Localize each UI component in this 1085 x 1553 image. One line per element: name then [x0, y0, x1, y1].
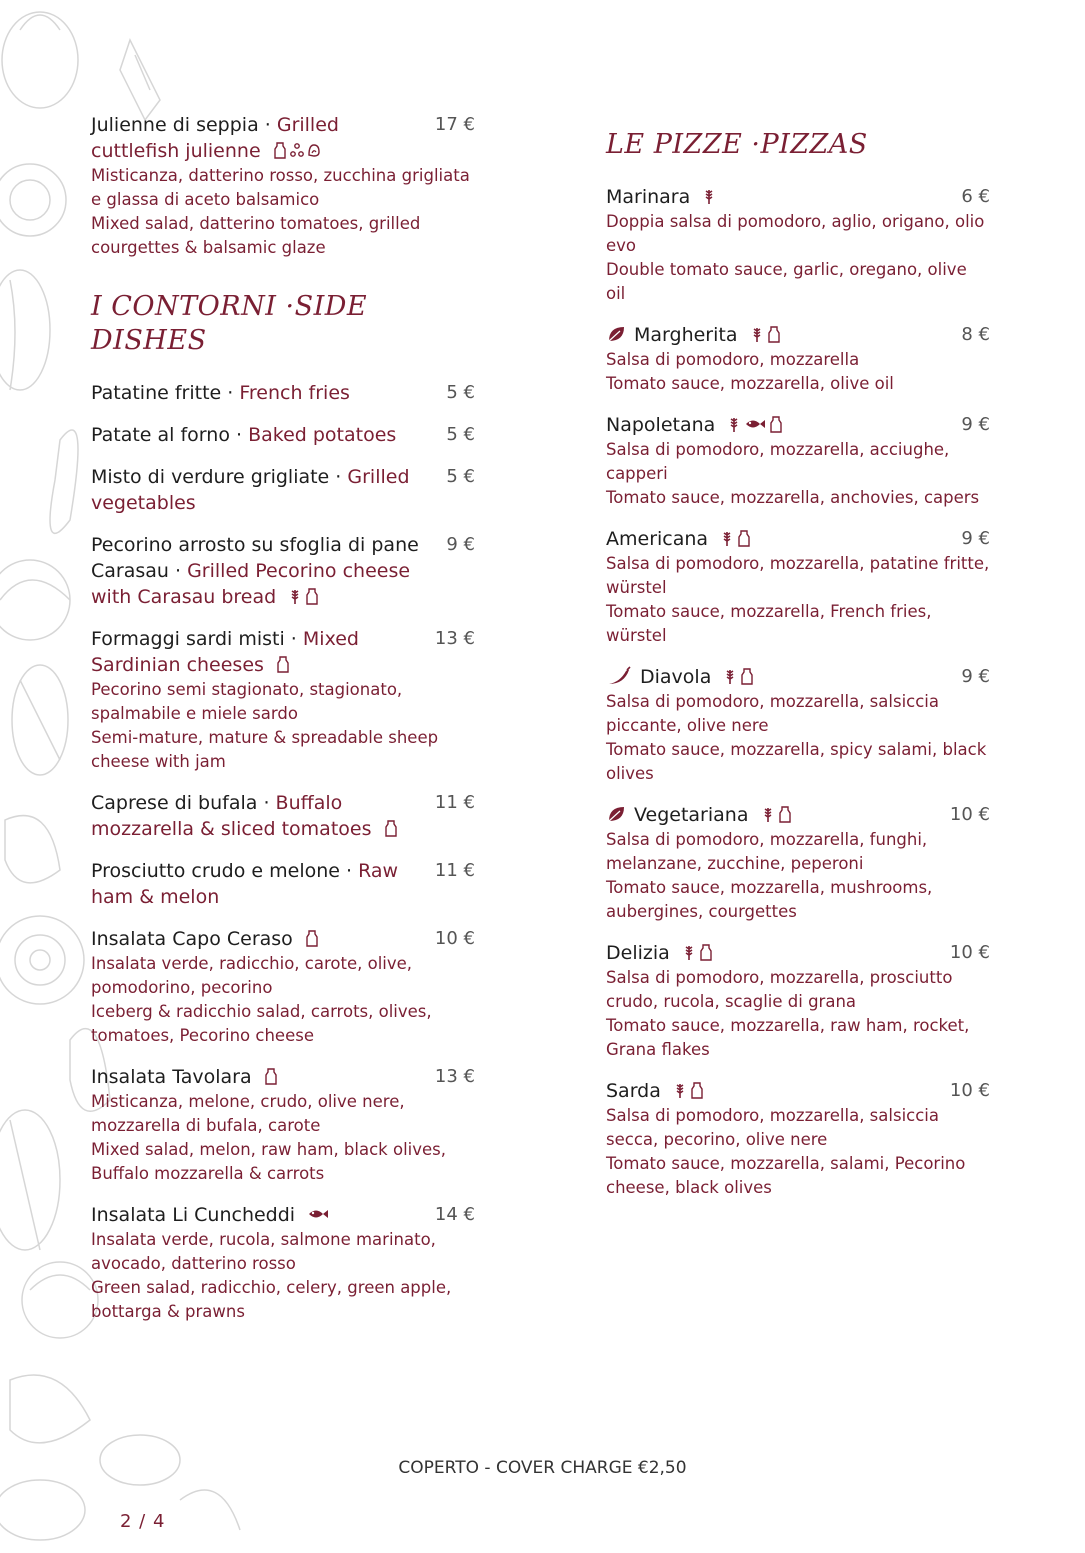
item-name-it: Patate al forno — [91, 424, 230, 446]
item-price: 11 € — [434, 860, 475, 881]
item-price: 5 € — [446, 466, 475, 487]
allergen-icons — [273, 141, 321, 159]
item-name-it: Caprese di bufala — [91, 792, 258, 814]
item-description-it: Doppia salsa di pomodoro, aglio, origano, olio evo — [606, 212, 985, 255]
menu-item — [91, 858, 475, 910]
spicy-chili-icon — [606, 666, 632, 686]
item-name-it: Patatine fritte — [91, 382, 222, 404]
separator: · — [168, 560, 188, 582]
item-description-it: Misticanza, datterino rosso, zucchina grigliata e glassa di aceto balsamico — [91, 166, 470, 209]
gluten-icon — [702, 187, 716, 205]
item-name-en: Raw ham & melon — [91, 860, 399, 908]
item-name-en: Grilled Pecorino cheese with Carasau bread — [91, 560, 411, 608]
pizza-name: Americana — [606, 528, 709, 550]
item-price: 9 € — [446, 534, 475, 555]
item-price: 10 € — [949, 804, 990, 825]
separator: · — [257, 792, 276, 814]
item-price: 5 € — [446, 424, 475, 445]
item-name-en: Baked potatoes — [248, 424, 397, 446]
menu-item — [91, 626, 475, 774]
item-description-en: Tomato sauce, mozzarella, salami, Pecorino cheese, black olives — [606, 1154, 966, 1197]
shellfish-icon — [290, 141, 304, 159]
pizza-item — [606, 940, 990, 1062]
menu-item — [91, 532, 475, 610]
item-price: 17 € — [434, 114, 475, 135]
item-description-en: Green salad, radicchio, celery, green apple, bottarga & prawns — [91, 1278, 452, 1321]
item-description-it: Insalata verde, rucola, salmone marinato, avocado, datterino rosso — [91, 1230, 436, 1273]
allergen-icons — [723, 667, 754, 685]
item-price: 14 € — [434, 1204, 475, 1225]
item-description-it: Salsa di pomodoro, mozzarella, salsiccia piccante, olive nere — [606, 692, 939, 735]
item-name-en: French fries — [239, 382, 350, 404]
page-number: 2 / 4 — [120, 1511, 166, 1532]
item-description-en: Tomato sauce, mozzarella, mushrooms, aubergines, courgettes — [606, 878, 933, 921]
fish-icon — [744, 415, 766, 433]
dairy-icon — [690, 1081, 704, 1099]
allergen-icons — [727, 415, 783, 433]
pizza-name: Vegetariana — [634, 804, 749, 826]
allergen-icons — [276, 655, 290, 673]
pizza-name: Marinara — [606, 186, 691, 208]
separator: · — [221, 382, 240, 404]
separator: · — [258, 114, 277, 136]
allergen-icons — [288, 587, 319, 605]
pizza-name: Sarda — [606, 1080, 661, 1102]
dairy-icon — [305, 587, 319, 605]
dairy-icon — [767, 325, 781, 343]
item-description-en: Tomato sauce, mozzarella, olive oil — [606, 374, 894, 393]
item-price: 11 € — [434, 792, 475, 813]
allergen-icons — [307, 1205, 329, 1223]
item-description-en: Iceberg & radicchio salad, carrots, olives, tomatoes, Pecorino cheese — [91, 1002, 432, 1045]
item-description-it: Salsa di pomodoro, mozzarella, acciughe, capperi — [606, 440, 950, 483]
item-description-it: Salsa di pomodoro, mozzarella, patatine fritte, würstel — [606, 554, 990, 597]
item-name-it: Prosciutto crudo e melone — [91, 860, 340, 882]
pizza-name: Diavola — [640, 666, 712, 688]
item-name-en: Grilled vegetables — [91, 466, 410, 514]
item-price: 9 € — [961, 414, 990, 435]
allergen-icons — [264, 1067, 278, 1085]
menu-item — [91, 1064, 475, 1186]
allergen-icons — [305, 929, 319, 947]
item-description-it: Misticanza, melone, crudo, olive nere, mozzarella di bufala, carote — [91, 1092, 405, 1135]
menu-item — [91, 1202, 475, 1324]
pizza-item — [606, 322, 990, 396]
menu-item — [91, 926, 475, 1048]
item-description-en: Semi-mature, mature & spreadable sheep cheese with jam — [91, 728, 439, 771]
item-description-en: Tomato sauce, mozzarella, French fries, würstel — [606, 602, 932, 645]
item-name-en: Mixed Sardinian cheeses — [91, 628, 359, 676]
allergen-icons — [761, 805, 792, 823]
allergen-icons — [750, 325, 781, 343]
dairy-icon — [699, 943, 713, 961]
item-description-en: Tomato sauce, mozzarella, anchovies, capers — [606, 488, 980, 507]
item-price: 10 € — [434, 928, 475, 949]
item-price: 13 € — [434, 1066, 475, 1087]
menu-item-julienne — [91, 112, 475, 260]
allergen-icons — [673, 1081, 704, 1099]
item-name-it: Insalata Li Cuncheddi — [91, 1204, 296, 1226]
allergen-icons — [384, 819, 398, 837]
item-description-it: Insalata verde, radicchio, carote, olive, pomodorino, pecorino — [91, 954, 413, 997]
item-description-en: Tomato sauce, mozzarella, raw ham, rocket, Grana flakes — [606, 1016, 970, 1059]
left-column — [91, 112, 475, 1340]
dairy-icon — [384, 819, 398, 837]
dairy-icon — [305, 929, 319, 947]
dairy-icon — [740, 667, 754, 685]
item-name — [91, 112, 421, 164]
dairy-icon — [264, 1067, 278, 1085]
fish-icon — [307, 1205, 329, 1223]
item-name-it: Misto di verdure grigliate — [91, 466, 330, 488]
item-price: 9 € — [961, 666, 990, 687]
pizza-name: Margherita — [634, 324, 738, 346]
pizza-item — [606, 412, 990, 510]
item-name-it: Julienne di seppia — [91, 114, 259, 136]
allergen-icons — [702, 187, 716, 205]
mollusc-icon — [307, 141, 321, 159]
gluten-icon — [723, 667, 737, 685]
gluten-icon — [761, 805, 775, 823]
item-name-en: Buffalo mozzarella & sliced tomatoes — [91, 792, 372, 840]
vegetarian-leaf-icon — [606, 324, 626, 344]
menu-item — [91, 380, 475, 406]
item-price: 9 € — [961, 528, 990, 549]
item-price: 10 € — [949, 942, 990, 963]
item-name-it: Pecorino arrosto su sfoglia di pane Carasau — [91, 534, 419, 582]
item-name-it: Formaggi sardi misti — [91, 628, 285, 650]
vegetarian-leaf-icon — [606, 804, 626, 824]
right-column — [606, 128, 990, 1216]
gluten-icon — [288, 587, 302, 605]
item-price: 13 € — [434, 628, 475, 649]
separator: · — [339, 860, 359, 882]
allergen-icons — [720, 529, 751, 547]
item-price: 6 € — [961, 186, 990, 207]
menu-item — [91, 790, 475, 842]
dairy-icon — [737, 529, 751, 547]
item-price: 5 € — [446, 382, 475, 403]
item-description-it: Pecorino semi stagionato, stagionato, spalmabile e miele sardo — [91, 680, 403, 723]
gluten-icon — [727, 415, 741, 433]
pizza-name: Napoletana — [606, 414, 716, 436]
dairy-icon — [778, 805, 792, 823]
item-name-en: Grilled cuttlefish julienne — [91, 114, 339, 162]
cover-charge-note: COPERTO - COVER CHARGE €2,50 — [398, 1458, 687, 1478]
section-title-pizzas: LE PIZZE ·PIZZAS — [606, 129, 868, 160]
item-description-en: Mixed salad, datterino tomatoes, grilled courgettes & balsamic glaze — [91, 214, 421, 257]
pizza-item — [606, 664, 990, 786]
section-title-side-dishes: I CONTORNI ·SIDE DISHES — [91, 291, 368, 356]
dairy-icon — [273, 141, 287, 159]
separator: · — [229, 424, 249, 446]
pizza-name: Delizia — [606, 942, 670, 964]
gluten-icon — [682, 943, 696, 961]
dairy-icon — [276, 655, 290, 673]
item-name-it: Insalata Tavolara — [91, 1066, 252, 1088]
item-name-it: Insalata Capo Ceraso — [91, 928, 293, 950]
allergen-icons — [682, 943, 713, 961]
pizza-item — [606, 1078, 990, 1200]
menu-item — [91, 464, 475, 516]
item-description-en: Tomato sauce, mozzarella, spicy salami, black olives — [606, 740, 987, 783]
item-price: 8 € — [961, 324, 990, 345]
item-description-en: Double tomato sauce, garlic, oregano, olive oil — [606, 260, 967, 303]
dairy-icon — [769, 415, 783, 433]
item-description-it: Salsa di pomodoro, mozzarella, funghi, melanzane, zucchine, peperoni — [606, 830, 928, 873]
separator: · — [329, 466, 348, 488]
separator: · — [284, 628, 303, 650]
gluten-icon — [720, 529, 734, 547]
item-description-en: Mixed salad, melon, raw ham, black olives, Buffalo mozzarella & carrots — [91, 1140, 446, 1183]
menu-item — [91, 422, 475, 448]
item-description-it: Salsa di pomodoro, mozzarella, salsiccia secca, pecorino, olive nere — [606, 1106, 939, 1149]
pizza-item — [606, 184, 990, 306]
pizza-item — [606, 526, 990, 648]
item-price: 10 € — [949, 1080, 990, 1101]
item-description-it: Salsa di pomodoro, mozzarella — [606, 350, 860, 369]
gluten-icon — [673, 1081, 687, 1099]
gluten-icon — [750, 325, 764, 343]
pizza-item — [606, 802, 990, 924]
item-description-it: Salsa di pomodoro, mozzarella, prosciutto crudo, rucola, scaglie di grana — [606, 968, 953, 1011]
